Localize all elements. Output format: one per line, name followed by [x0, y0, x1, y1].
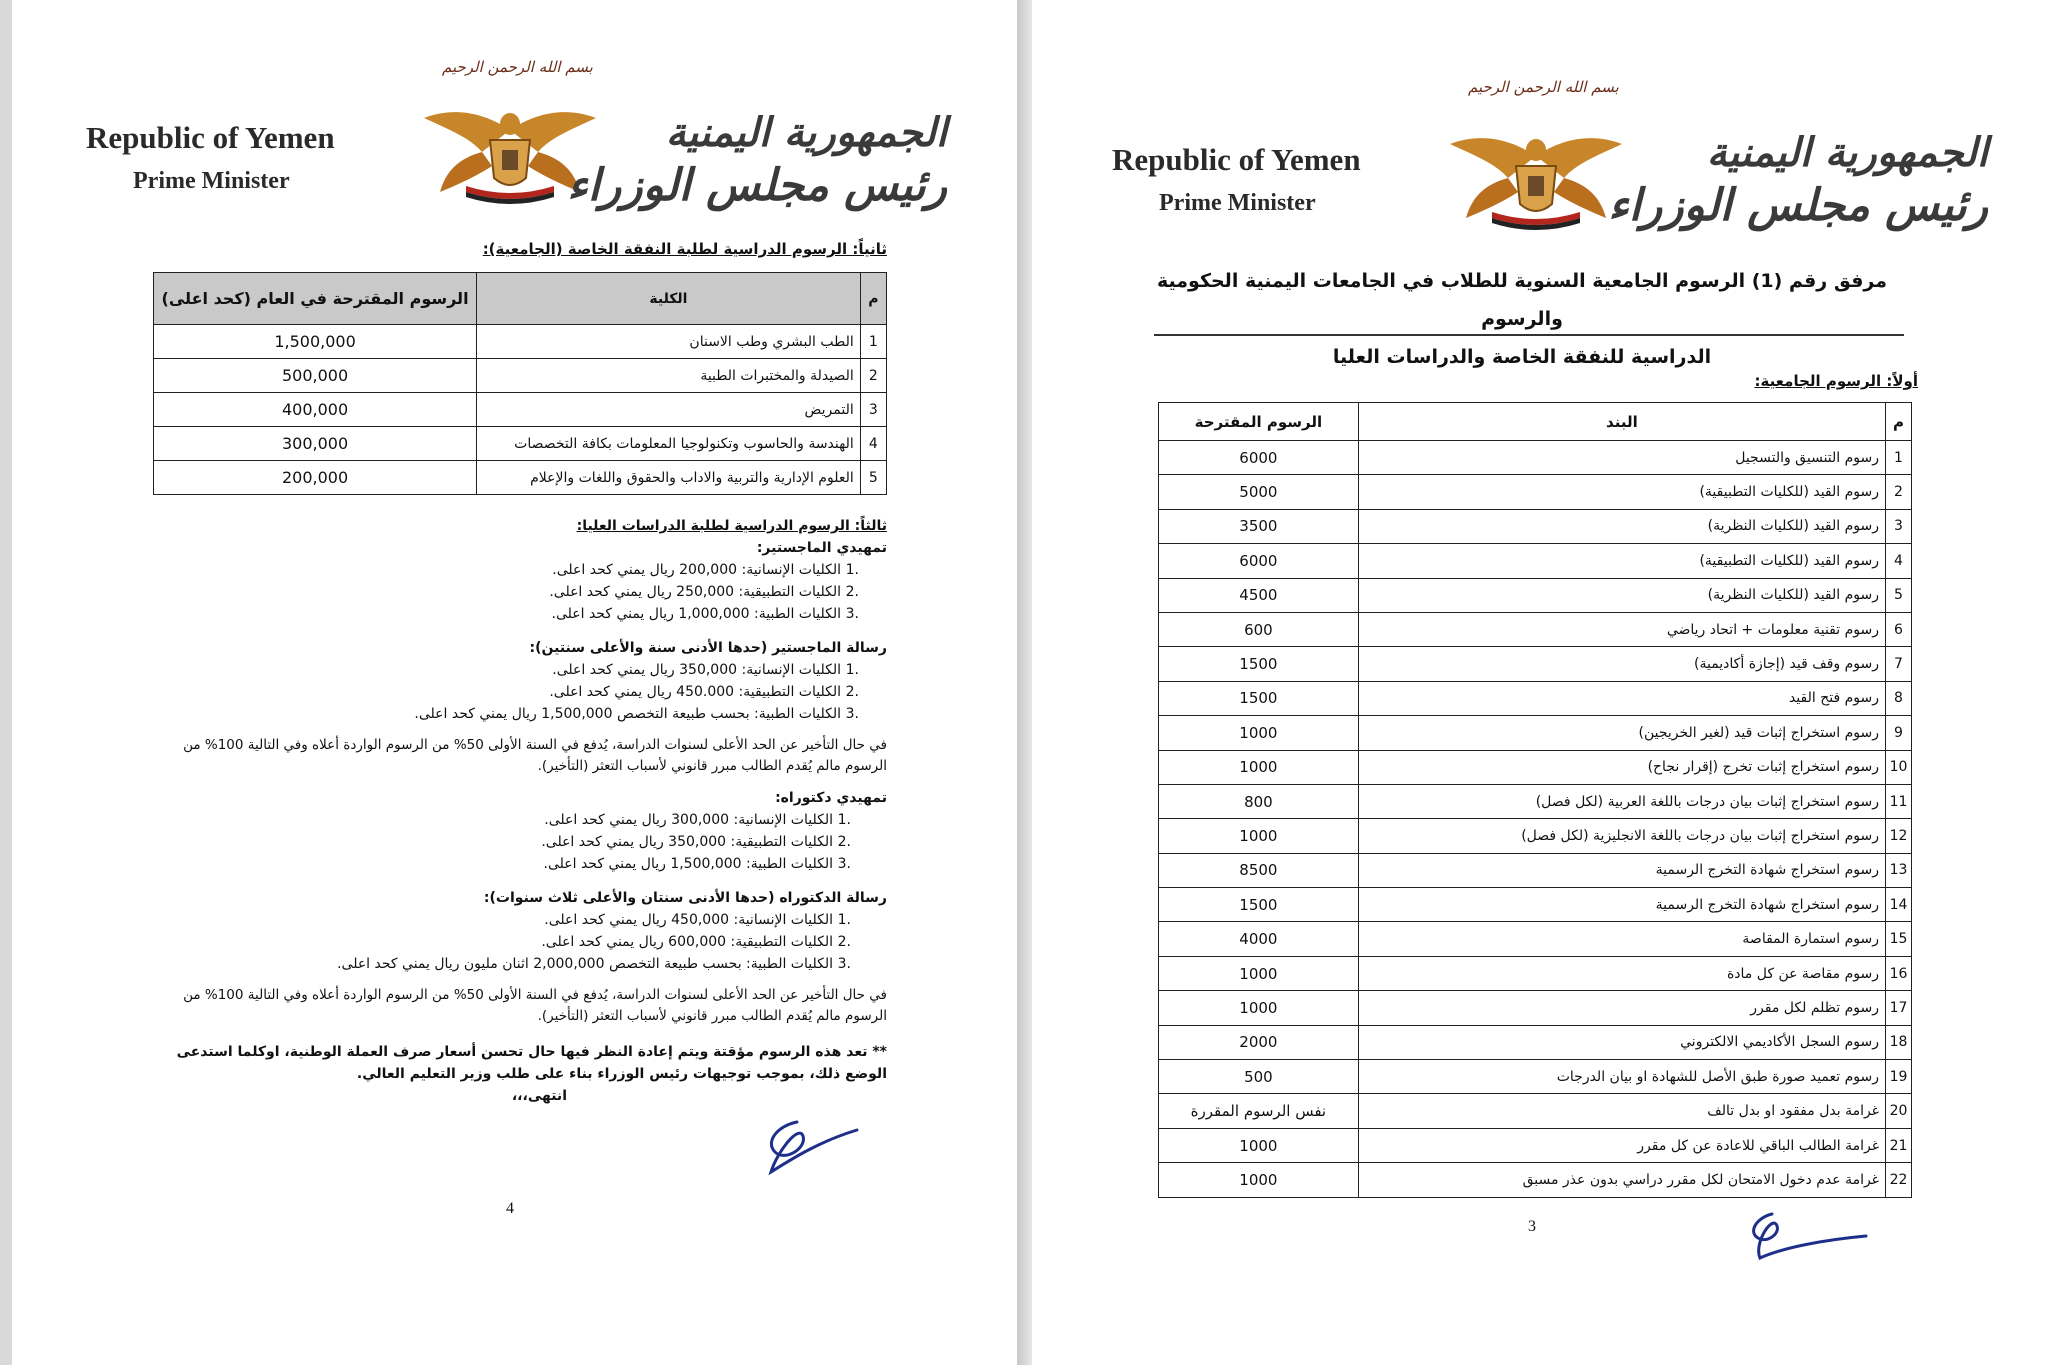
row-number: 1 — [860, 325, 886, 359]
table-row — [1159, 1163, 1912, 1197]
fee-value: 1500 — [1159, 647, 1359, 681]
fee-item: رسوم استخراج إثبات تخرج (إقرار نجاح) — [1358, 750, 1885, 784]
table-row — [1159, 750, 1912, 784]
fee-item: رسوم مقاصة عن كل مادة — [1358, 956, 1885, 990]
row-number: 12 — [1886, 819, 1912, 853]
delay-note-1: في حال التأخير عن الحد الأعلى لسنوات الدراسة، يُدفع في السنة الأولى 50% من الرسوم الواردة أعلاه وفي التالية 100% من الرسوم مالم يُقدم الطالب مبرر قانوني لأسباب التعثر (التأخير). — [183, 737, 887, 774]
english-title: Republic of Yemen — [1112, 142, 1361, 177]
annex-title — [1142, 262, 1902, 376]
college-name: العلوم الإدارية والتربية والاداب والحقوق واللغات والإعلام — [477, 461, 861, 495]
table-row — [1159, 1060, 1912, 1094]
section3-heading: ثالثاً: الرسوم الدراسية لطلبة الدراسات العليا: — [576, 518, 887, 534]
col-num: م — [860, 273, 886, 325]
fee-value: 8500 — [1159, 853, 1359, 887]
list-item: .1 الكليات الإنسانية: 450,000 ريال يمني كحد اعلى. — [544, 912, 851, 928]
row-number: 4 — [860, 427, 886, 461]
list-item: .3 الكليات الطبية: 1,500,000 ريال يمني كحد اعلى. — [543, 856, 851, 872]
fee-value: 6000 — [1159, 544, 1359, 578]
fee-value: 1000 — [1159, 1163, 1359, 1197]
fee-item: رسوم التنسيق والتسجيل — [1358, 441, 1885, 475]
fee-value: 1500 — [1159, 681, 1359, 715]
row-number: 9 — [1886, 716, 1912, 750]
fee-value: 600 — [1159, 612, 1359, 646]
document-page-4 — [12, 0, 1017, 1365]
english-subtitle: Prime Minister — [133, 168, 290, 194]
fee-item: غرامة عدم دخول الامتحان لكل مقرر دراسي بدون عذر مسبق — [1358, 1163, 1885, 1197]
row-number: 3 — [1886, 509, 1912, 543]
table-row — [1159, 991, 1912, 1025]
col-num: م — [1886, 403, 1912, 441]
row-number: 16 — [1886, 956, 1912, 990]
fee-value: 1000 — [1159, 716, 1359, 750]
table-row — [1159, 853, 1912, 887]
table-row — [154, 325, 887, 359]
fee-value: 300,000 — [154, 427, 477, 461]
fee-value: 4500 — [1159, 578, 1359, 612]
private-study-fees-table — [153, 272, 887, 495]
fee-item: غرامة بدل مفقود او بدل تالف — [1358, 1094, 1885, 1128]
list-item: .3 الكليات الطبية: 1,000,000 ريال يمني كحد اعلى. — [551, 606, 859, 622]
row-number: 2 — [1886, 475, 1912, 509]
col-college: الكلية — [477, 273, 861, 325]
page-number-4: 4 — [506, 1200, 514, 1217]
fee-item: رسوم استخراج إثبات بيان درجات باللغة العربية (لكل فصل) — [1358, 784, 1885, 818]
page-number-3: 3 — [1528, 1218, 1536, 1235]
section2-heading: ثانياً: الرسوم الدراسية لطلبة النفقة الخاصة (الجامعية): — [482, 240, 887, 258]
delay-note-2: في حال التأخير عن الحد الأعلى لسنوات الدراسة، يُدفع في السنة الأولى 50% من الرسوم الواردة أعلاه وفي التالية 100% من الرسوم مالم يُقدم الطالب مبرر قانوني لأسباب التعثر (التأخير). — [183, 987, 887, 1024]
table-row — [1159, 544, 1912, 578]
row-number: 7 — [1886, 647, 1912, 681]
list-item: .2 الكليات التطبيقية: 450.000 ريال يمني كحد اعلى. — [549, 684, 859, 700]
fee-value: نفس الرسوم المقررة — [1159, 1094, 1359, 1128]
row-number: 18 — [1886, 1025, 1912, 1059]
masters-prep-list — [137, 559, 887, 625]
fee-item: رسوم فتح القيد — [1358, 681, 1885, 715]
fee-value: 500,000 — [154, 359, 477, 393]
row-number: 20 — [1886, 1094, 1912, 1128]
fee-value: 400,000 — [154, 393, 477, 427]
phd-prep-list — [137, 809, 887, 875]
university-fees-table — [1158, 402, 1912, 1198]
row-number: 11 — [1886, 784, 1912, 818]
fee-value: 4000 — [1159, 922, 1359, 956]
row-number: 14 — [1886, 888, 1912, 922]
basmala: بسم الله الرحمن الرحيم — [442, 58, 593, 76]
arabic-letterhead — [567, 108, 947, 213]
list-item: .2 الكليات التطبيقية: 350,000 ريال يمني كحد اعلى. — [541, 834, 851, 850]
college-name: الطب البشري وطب الاسنان — [477, 325, 861, 359]
list-item: .2 الكليات التطبيقية: 600,000 ريال يمني كحد اعلى. — [541, 934, 851, 950]
row-number: 6 — [1886, 612, 1912, 646]
phd-prep-title: تمهيدي دكتوراه: — [775, 790, 887, 806]
table-row — [1159, 612, 1912, 646]
table-row — [1159, 716, 1912, 750]
row-number: 2 — [860, 359, 886, 393]
fee-item: غرامة الطالب الباقي للاعادة عن كل مقرر — [1358, 1128, 1885, 1162]
final-note: ** تعد هذه الرسوم مؤقتة ويتم إعادة النظر فيها حال تحسن أسعار صرف العملة الوطنية، اوكلما استدعى الوضع ذلك، بموجب توجيهات رئيس الوزراء بناء على طلب وزير التعليم العالي. — [176, 1044, 887, 1082]
fee-value: 1000 — [1159, 991, 1359, 1025]
arabic-subtitle: رئيس مجلس الوزراء — [1608, 180, 1988, 231]
fee-value: 1000 — [1159, 956, 1359, 990]
row-number: 21 — [1886, 1128, 1912, 1162]
row-number: 5 — [1886, 578, 1912, 612]
row-number: 8 — [1886, 681, 1912, 715]
row-number: 19 — [1886, 1060, 1912, 1094]
college-name: الهندسة والحاسوب وتكنولوجيا المعلومات بكافة التخصصات — [477, 427, 861, 461]
table-row — [1159, 784, 1912, 818]
table-row — [1159, 441, 1912, 475]
row-number: 1 — [1886, 441, 1912, 475]
row-number: 17 — [1886, 991, 1912, 1025]
fee-value: 500 — [1159, 1060, 1359, 1094]
table-row — [1159, 681, 1912, 715]
table-row — [1159, 1025, 1912, 1059]
annex-title-line2: الدراسية للنفقة الخاصة والدراسات العليا — [1332, 346, 1712, 368]
row-number: 3 — [860, 393, 886, 427]
row-number: 22 — [1886, 1163, 1912, 1197]
table-row — [1159, 647, 1912, 681]
fee-item: رسوم تقنية معلومات + اتحاد رياضي — [1358, 612, 1885, 646]
fee-value: 800 — [1159, 784, 1359, 818]
page-gap — [1017, 0, 1032, 1365]
signature-icon — [757, 1112, 867, 1182]
english-title: Republic of Yemen — [86, 120, 335, 155]
fee-value: 5000 — [1159, 475, 1359, 509]
college-name: التمريض — [477, 393, 861, 427]
table-row — [154, 393, 887, 427]
fee-value: 1,500,000 — [154, 325, 477, 359]
phd-thesis-title: رسالة الدكتوراه (حدها الأدنى سنتان والأعلى ثلاث سنوات): — [483, 890, 887, 906]
fee-item: رسوم تعميد صورة طبق الأصل للشهادة او بيان الدرجات — [1358, 1060, 1885, 1094]
basmala: بسم الله الرحمن الرحيم — [1468, 78, 1619, 96]
fee-item: رسوم وقف قيد (إجازة أكاديمية) — [1358, 647, 1885, 681]
col-fee: الرسوم المقترحة في العام (كحد اعلى) — [154, 273, 477, 325]
annex-title-line1: مرفق رقم (1) الرسوم الجامعية السنوية للطلاب في الجامعات اليمنية الحكومية والرسوم — [1156, 270, 1887, 330]
fee-value: 6000 — [1159, 441, 1359, 475]
postgraduate-fees-section — [137, 515, 887, 1107]
table-row — [1159, 888, 1912, 922]
title-divider — [1154, 334, 1904, 336]
table-row — [154, 461, 887, 495]
yemen-eagle-emblem-icon — [1446, 126, 1626, 234]
row-number: 5 — [860, 461, 886, 495]
fee-item: رسوم القيد (للكليات النظرية) — [1358, 509, 1885, 543]
list-item: .1 الكليات الإنسانية: 300,000 ريال يمني كحد اعلى. — [544, 812, 851, 828]
list-item: .3 الكليات الطبية: بحسب طبيعة التخصص 2,000,000 اثنان مليون ريال يمني كحد اعلى. — [337, 956, 851, 972]
closing-text: انتهى،،، — [511, 1088, 567, 1104]
fee-value: 2000 — [1159, 1025, 1359, 1059]
fee-item: رسوم استخراج شهادة التخرج الرسمية — [1358, 888, 1885, 922]
table-row — [1159, 819, 1912, 853]
college-name: الصيدلة والمختبرات الطبية — [477, 359, 861, 393]
fee-item: رسوم استخراج إثبات قيد (لغير الخريجين) — [1358, 716, 1885, 750]
signature-icon — [1742, 1208, 1872, 1268]
table-header-row — [1159, 403, 1912, 441]
fee-value: 1000 — [1159, 819, 1359, 853]
arabic-subtitle: رئيس مجلس الوزراء — [567, 160, 947, 211]
arabic-title: الجمهورية اليمنية — [665, 109, 947, 156]
fee-item: رسوم السجل الأكاديمي الالكتروني — [1358, 1025, 1885, 1059]
table-row — [1159, 1128, 1912, 1162]
fee-item: رسوم القيد (للكليات التطبيقية) — [1358, 475, 1885, 509]
fee-item: رسوم استخراج شهادة التخرج الرسمية — [1358, 853, 1885, 887]
table-row — [1159, 922, 1912, 956]
section1-heading: أولاً: الرسوم الجامعية: — [1754, 372, 1918, 390]
arabic-letterhead — [1608, 128, 1988, 233]
fee-value: 3500 — [1159, 509, 1359, 543]
row-number: 10 — [1886, 750, 1912, 784]
row-number: 13 — [1886, 853, 1912, 887]
list-item: .3 الكليات الطبية: بحسب طبيعة التخصص 1,500,000 ريال يمني كحد اعلى. — [414, 706, 859, 722]
fee-item: رسوم القيد (للكليات النظرية) — [1358, 578, 1885, 612]
masters-prep-title: تمهيدي الماجستير: — [756, 540, 887, 556]
document-page-3 — [1032, 0, 2048, 1365]
english-subtitle: Prime Minister — [1159, 190, 1316, 216]
fee-item: رسوم استخراج إثبات بيان درجات باللغة الانجليزية (لكل فصل) — [1358, 819, 1885, 853]
table-row — [1159, 475, 1912, 509]
fee-value: 1000 — [1159, 750, 1359, 784]
row-number: 15 — [1886, 922, 1912, 956]
col-fee: الرسوم المقترحة — [1159, 403, 1359, 441]
table-row — [154, 359, 887, 393]
fee-item: رسوم استمارة المقاصة — [1358, 922, 1885, 956]
fee-item: رسوم القيد (للكليات التطبيقية) — [1358, 544, 1885, 578]
fee-item: رسوم تظلم لكل مقرر — [1358, 991, 1885, 1025]
phd-thesis-list — [137, 909, 887, 975]
table-row — [1159, 956, 1912, 990]
table-row — [1159, 509, 1912, 543]
table-row — [154, 427, 887, 461]
masters-thesis-title: رسالة الماجستير (حدها الأدنى سنة والأعلى سنتين): — [529, 640, 887, 656]
table-row — [1159, 1094, 1912, 1128]
masters-thesis-list — [137, 659, 887, 725]
list-item: .1 الكليات الإنسانية: 200,000 ريال يمني كحد اعلى. — [552, 562, 859, 578]
table-header-row — [154, 273, 887, 325]
fee-value: 1500 — [1159, 888, 1359, 922]
fee-value: 200,000 — [154, 461, 477, 495]
arabic-title: الجمهورية اليمنية — [1706, 129, 1988, 176]
table-row — [1159, 578, 1912, 612]
row-number: 4 — [1886, 544, 1912, 578]
fee-value: 1000 — [1159, 1128, 1359, 1162]
col-item: البند — [1358, 403, 1885, 441]
list-item: .2 الكليات التطبيقية: 250,000 ريال يمني كحد اعلى. — [549, 584, 859, 600]
list-item: .1 الكليات الإنسانية: 350,000 ريال يمني كحد اعلى. — [552, 662, 859, 678]
